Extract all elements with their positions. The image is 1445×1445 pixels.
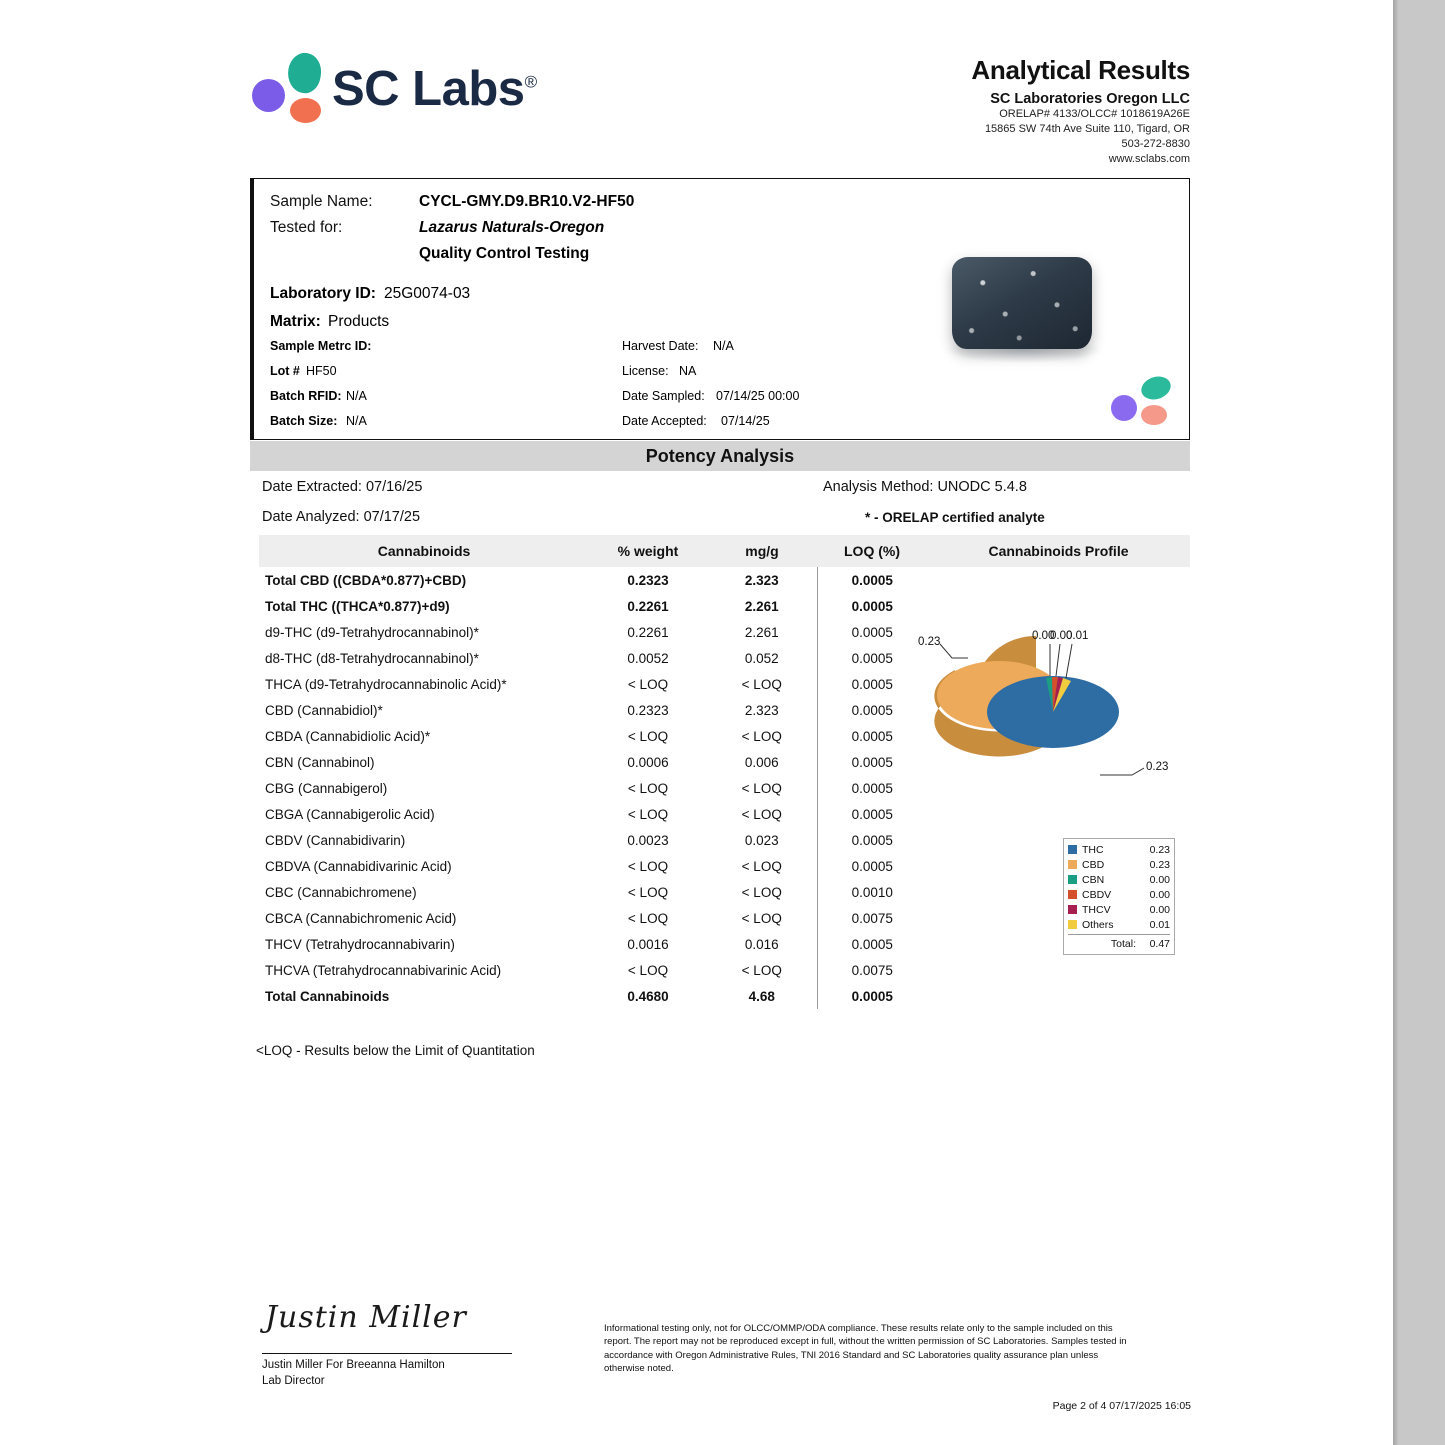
cell-loq: 0.0005: [817, 931, 927, 957]
client-name: Lazarus Naturals-Oregon: [419, 219, 605, 236]
cell-analyte: THCA (d9-Tetrahydrocannabinolic Acid)*: [265, 676, 507, 692]
cell-analyte: Total CBD ((CBDA*0.877)+CBD): [265, 572, 467, 588]
cell-loq: 0.0075: [817, 905, 927, 931]
cell-analyte: CBG (Cannabigerol): [265, 780, 388, 796]
cell-mgg: 2.323: [744, 572, 779, 588]
col-loq: LOQ (%): [817, 535, 927, 567]
page-footer-info: Page 2 of 4 07/17/2025 16:05: [1052, 1400, 1191, 1412]
cell-percent: < LOQ: [627, 858, 669, 874]
cell-mgg: 2.323: [744, 702, 779, 718]
legend-label: CBN: [1082, 873, 1105, 886]
date-accepted-value: 07/14/25: [721, 414, 770, 428]
cell-analyte: CBGA (Cannabigerolic Acid): [265, 806, 435, 822]
sample-name-label: Sample Name:: [270, 193, 373, 210]
lab-id-label: Laboratory ID:: [270, 285, 376, 302]
legend-swatch-icon: [1068, 845, 1077, 854]
page-title: Analytical Results: [971, 55, 1190, 85]
legend-total-label: Total:: [1110, 938, 1136, 950]
cell-analyte: Total Cannabinoids: [265, 988, 390, 1004]
matrix-label: Matrix:: [270, 313, 321, 330]
logo-text: SC Labs: [332, 62, 525, 116]
cell-mgg: < LOQ: [741, 676, 782, 692]
callout-others: 0.01: [1066, 630, 1089, 642]
callout-cbn: 0.00: [1032, 630, 1055, 642]
lot-label: Lot #: [270, 364, 300, 378]
cell-mgg: 4.68: [748, 988, 775, 1004]
cell-analyte: CBD (Cannabidiol)*: [265, 702, 383, 718]
cell-mgg: < LOQ: [741, 884, 782, 900]
cell-percent: 0.4680: [627, 988, 669, 1004]
signer-block: [262, 1358, 445, 1389]
col-percent: % weight: [589, 535, 707, 567]
metrc-label: Sample Metrc ID:: [270, 339, 372, 353]
harvest-date-value: N/A: [713, 339, 734, 353]
cell-analyte: d8-THC (d8-Tetrahydrocannabinol)*: [265, 650, 479, 666]
lab-phone: 503-272-8830: [1121, 137, 1190, 150]
license-label: License:: [622, 364, 669, 378]
legend-value: 0.00: [1149, 903, 1170, 916]
date-sampled-label: Date Sampled:: [622, 389, 705, 403]
legend-value: 0.23: [1149, 843, 1170, 856]
date-accepted-label: Date Accepted:: [622, 414, 707, 428]
cell-loq: 0.0005: [817, 827, 927, 853]
cell-percent: 0.0052: [627, 650, 669, 666]
batch-size-label: Batch Size:: [270, 414, 338, 428]
cell-analyte: THCVA (Tetrahydrocannabivarinic Acid): [265, 962, 502, 978]
cell-percent: 0.2261: [627, 624, 669, 640]
matrix-value: Products: [328, 313, 390, 330]
legend-total-row: [1068, 934, 1170, 951]
cell-loq: 0.0005: [817, 723, 927, 749]
table-row: [259, 957, 1190, 983]
cell-profile-spacer: [927, 983, 1190, 1009]
lab-website[interactable]: www.sclabs.com: [1108, 152, 1190, 165]
cell-mgg: < LOQ: [741, 806, 782, 822]
cell-mgg: 2.261: [744, 624, 779, 640]
cell-analyte: THCV (Tetrahydrocannabivarin): [265, 936, 455, 952]
potency-analysis-band: [250, 441, 1190, 471]
cell-percent: 0.0006: [627, 754, 669, 770]
cell-percent: 0.2323: [627, 702, 669, 718]
cell-mgg: < LOQ: [741, 858, 782, 874]
cell-percent: 0.0016: [627, 936, 669, 952]
col-mgg: mg/g: [707, 535, 817, 567]
cell-loq: 0.0005: [817, 619, 927, 645]
date-sampled-value: 07/14/25 00:00: [716, 389, 800, 403]
cell-mgg: < LOQ: [741, 910, 782, 926]
cell-loq: 0.0005: [817, 853, 927, 879]
cell-mgg: < LOQ: [741, 780, 782, 796]
legend-item: [1068, 902, 1170, 917]
cell-percent: 0.0023: [627, 832, 669, 848]
cell-profile-spacer: [927, 567, 1190, 593]
report-header: [250, 45, 1190, 165]
legend-swatch-icon: [1068, 905, 1077, 914]
col-analyte: Cannabinoids: [259, 535, 589, 567]
cell-percent: < LOQ: [627, 910, 669, 926]
sc-labs-logo: [250, 53, 537, 125]
cell-percent: 0.2323: [627, 572, 669, 588]
signature-line: [262, 1353, 512, 1354]
legend-label: CBDV: [1082, 888, 1112, 901]
legend-label: THC: [1082, 843, 1104, 856]
legend-total-value: 0.47: [1149, 938, 1170, 950]
cell-analyte: CBDA (Cannabidiolic Acid)*: [265, 728, 431, 744]
callout-cbd: 0.23: [918, 636, 941, 648]
analysis-method: Analysis Method: UNODC 5.4.8: [823, 479, 1027, 495]
registered-mark: ®: [524, 72, 537, 92]
cell-mgg: < LOQ: [741, 962, 782, 978]
cell-analyte: CBDV (Cannabidivarin): [265, 832, 406, 848]
cell-analyte: CBC (Cannabichromene): [265, 884, 417, 900]
lot-value: HF50: [306, 364, 337, 378]
signer-title: Lab Director: [262, 1374, 325, 1387]
harvest-date-label: Harvest Date:: [622, 339, 699, 353]
chart-legend: [1063, 838, 1175, 955]
cell-loq: 0.0005: [817, 749, 927, 775]
cell-mgg: 0.023: [744, 832, 779, 848]
cell-loq: 0.0005: [817, 983, 927, 1009]
header-lab-info: [670, 55, 1190, 166]
sample-product-image: [944, 257, 1119, 367]
cell-analyte: Total THC ((THCA*0.877)+d9): [265, 598, 450, 614]
legend-item: [1068, 842, 1170, 857]
cell-loq: 0.0005: [817, 671, 927, 697]
table-row: [259, 567, 1190, 593]
col-profile: Cannabinoids Profile: [927, 535, 1190, 567]
cannabinoids-profile-chart: [900, 600, 1190, 960]
cell-loq: 0.0075: [817, 957, 927, 983]
legend-value: 0.23: [1149, 858, 1170, 871]
test-type: Quality Control Testing: [419, 245, 590, 262]
cell-mgg: 0.016: [744, 936, 779, 952]
legend-swatch-icon: [1068, 920, 1077, 929]
loq-note: <LOQ - Results below the Limit of Quantitation: [256, 1043, 535, 1058]
lab-address: 15865 SW 74th Ave Suite 110, Tigard, OR: [984, 122, 1190, 135]
sample-info-box: [250, 178, 1190, 440]
cell-loq: 0.0010: [817, 879, 927, 905]
cell-loq: 0.0005: [817, 567, 927, 593]
cell-analyte: CBCA (Cannabichromenic Acid): [265, 910, 457, 926]
cell-percent: < LOQ: [627, 676, 669, 692]
lab-accreditation: ORELAP# 4133/OLCC# 1018619A26E: [999, 108, 1190, 120]
legend-value: 0.01: [1149, 918, 1170, 931]
date-extracted: Date Extracted: 07/16/25: [262, 479, 423, 495]
cell-loq: 0.0005: [817, 697, 927, 723]
cell-mgg: 0.052: [744, 650, 779, 666]
cell-mgg: 0.006: [744, 754, 779, 770]
cell-percent: 0.2261: [627, 598, 669, 614]
signer-name: Justin Miller For Breeanna Hamilton: [262, 1359, 445, 1371]
batch-rfid-value: N/A: [346, 389, 367, 403]
cell-percent: < LOQ: [627, 806, 669, 822]
license-value: NA: [679, 364, 697, 378]
legend-swatch-icon: [1068, 875, 1077, 884]
sample-name-value: CYCL-GMY.D9.BR10.V2-HF50: [419, 193, 635, 210]
lab-name: SC Laboratories Oregon LLC: [990, 91, 1190, 107]
cell-percent: < LOQ: [627, 728, 669, 744]
certified-analyte-note: * - ORELAP certified analyte: [865, 510, 1045, 525]
signature-image: [265, 1300, 515, 1355]
table-row: [259, 983, 1190, 1009]
cell-percent: < LOQ: [627, 884, 669, 900]
cell-analyte: CBDVA (Cannabidivarinic Acid): [265, 858, 452, 874]
legend-swatch-icon: [1068, 890, 1077, 899]
decorative-blobs-icon: [1111, 377, 1171, 429]
cell-mgg: 2.261: [744, 598, 779, 614]
callout-thc: 0.23: [1146, 761, 1169, 773]
table-header-row: [259, 535, 1190, 567]
cell-loq: 0.0005: [817, 775, 927, 801]
cell-loq: 0.0005: [817, 801, 927, 827]
legend-label: CBD: [1082, 858, 1105, 871]
logo-blobs-icon: [250, 53, 324, 125]
cell-profile-spacer: [927, 957, 1190, 983]
disclaimer-text: Informational testing only, not for OLCC/OMMP/ODA compliance. These results relate only to the sample included on this report. The report may not be reproduced except in full, without the written permission of SC Laboratories. Samples tested in accordance with Oregon Administrative Rules, TNI 2016 Standard and SC Laboratories quality assurance plan unless otherwise noted.: [604, 1323, 1127, 1375]
cell-analyte: CBN (Cannabinol): [265, 754, 375, 770]
cell-loq: 0.0005: [817, 593, 927, 619]
cell-loq: 0.0005: [817, 645, 927, 671]
lab-id-value: 25G0074-03: [384, 285, 471, 302]
tested-for-label: Tested for:: [270, 219, 343, 236]
callout-cbdv: 0.00: [1050, 630, 1073, 642]
legend-value: 0.00: [1149, 873, 1170, 886]
legend-value: 0.00: [1149, 888, 1170, 901]
cell-analyte: d9-THC (d9-Tetrahydrocannabinol)*: [265, 624, 479, 640]
batch-rfid-label: Batch RFID:: [270, 389, 342, 403]
potency-band-title: Potency Analysis: [645, 445, 795, 466]
cell-percent: < LOQ: [627, 962, 669, 978]
logo-wordmark: [332, 61, 537, 117]
legend-label: THCV: [1082, 903, 1111, 916]
legend-item: [1068, 917, 1170, 932]
legend-item: [1068, 857, 1170, 872]
batch-size-value: N/A: [346, 414, 367, 428]
cell-percent: < LOQ: [627, 780, 669, 796]
legend-label: Others: [1082, 918, 1114, 931]
signature-script-text: Justin Miller: [265, 1300, 467, 1335]
date-analyzed: Date Analyzed: 07/17/25: [262, 509, 421, 525]
legend-item: [1068, 872, 1170, 887]
legend-item: [1068, 887, 1170, 902]
cell-mgg: < LOQ: [741, 728, 782, 744]
legend-swatch-icon: [1068, 860, 1077, 869]
